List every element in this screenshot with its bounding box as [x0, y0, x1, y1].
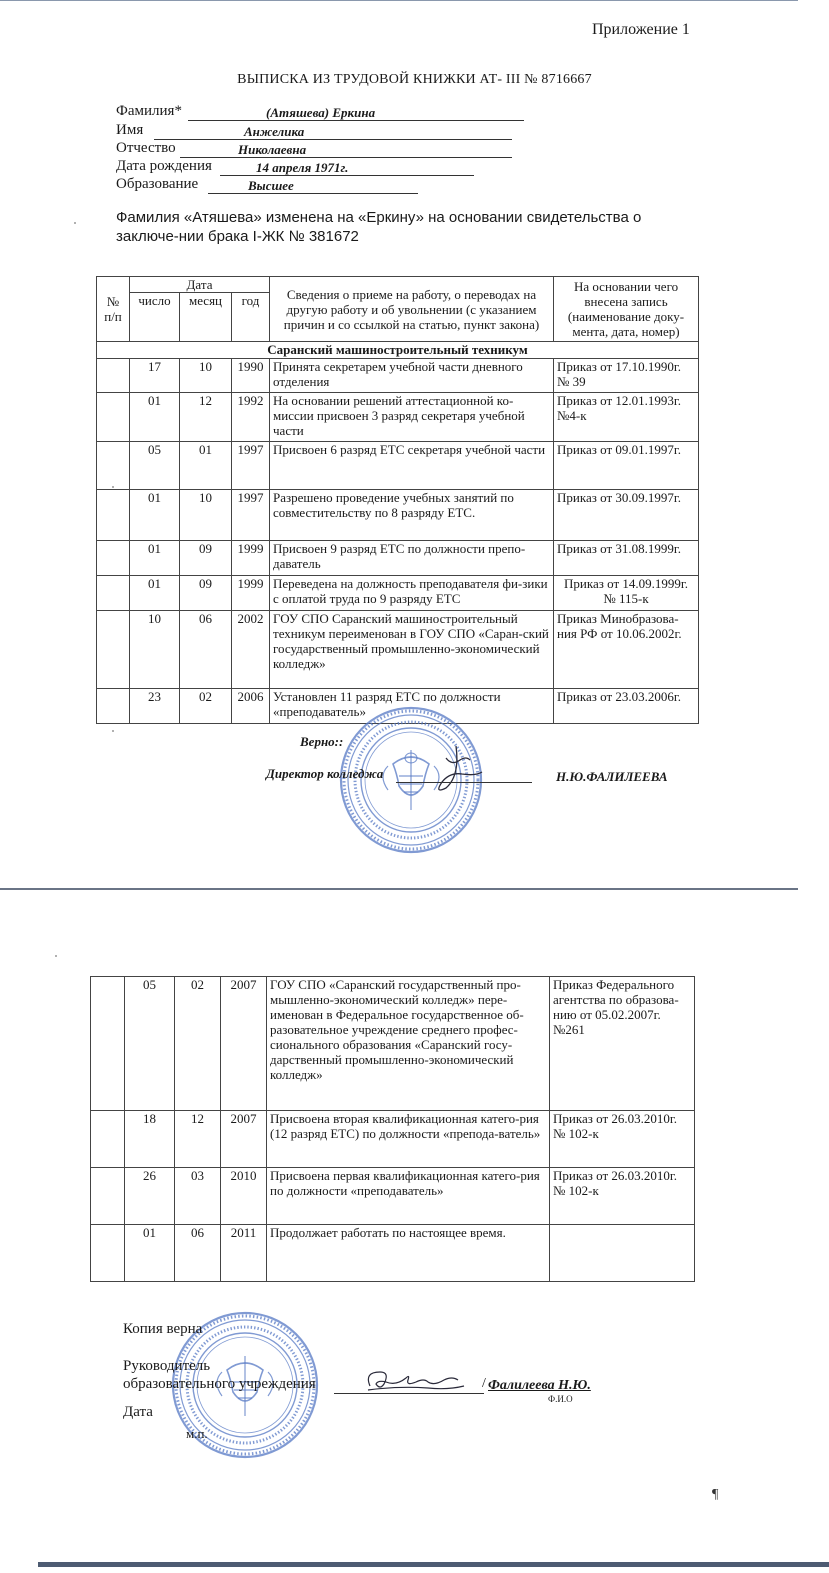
table-row	[97, 393, 699, 442]
row-day: 01	[130, 576, 180, 611]
field-education-label: Образование	[116, 176, 199, 192]
row-year: 1997	[232, 442, 270, 490]
field-name-label: Имя	[116, 122, 144, 138]
table-row	[91, 1225, 695, 1282]
field-name-value: Анжелика	[244, 124, 305, 139]
header-month: месяц	[180, 293, 232, 342]
table-row	[97, 442, 699, 490]
row-year: 2011	[221, 1225, 267, 1282]
row-info: Присвоена первая квалификационная катего-рия по должности «преподаватель»	[267, 1168, 550, 1225]
field-birthdate-value: 14 апреля 1971г.	[256, 160, 349, 175]
field-surname-value: (Атяшева) Еркина	[266, 105, 376, 120]
row-month: 01	[180, 442, 232, 490]
table-row	[97, 541, 699, 576]
field-surname-label: Фамилия*	[116, 103, 182, 119]
row-month: 10	[180, 490, 232, 541]
scan-speck	[74, 222, 76, 224]
header-num: № п/п	[97, 277, 130, 342]
field-patronymic	[116, 140, 516, 160]
date-label: Дата	[123, 1404, 153, 1420]
head-signature	[362, 1364, 472, 1396]
field-education-line	[208, 193, 418, 194]
employment-table-page1	[96, 276, 699, 724]
row-info: Присвоена вторая квалификационная катего-рия (12 разряд ЕТС) по должности «препода-ватель»	[267, 1111, 550, 1168]
row-basis: Приказ от 17.10.1990г. № 39	[554, 359, 699, 393]
field-birthdate	[116, 158, 476, 178]
copy-verified-label: Копия верна	[123, 1321, 203, 1337]
header-basis: На основании чего внесена запись (наименование доку-мента, дата, номер)	[554, 277, 699, 342]
row-basis: Приказ от 14.09.1999г. № 115-к	[554, 576, 699, 611]
verified-label: Верно::	[300, 734, 344, 749]
row-day: 05	[130, 442, 180, 490]
row-info: Переведена на должность преподавателя фи-зики с оплатой труда по 9 разряду ЕТС	[270, 576, 554, 611]
row-basis	[550, 1225, 695, 1282]
pilcrow-mark: ¶	[712, 1487, 719, 1502]
table-row	[91, 1111, 695, 1168]
appendix-label: Приложение 1	[592, 21, 690, 38]
row-month: 09	[180, 541, 232, 576]
row-basis: Приказ от 30.09.1997г.	[554, 490, 699, 541]
row-basis: Приказ от 26.03.2010г. № 102-к	[550, 1168, 695, 1225]
table-row	[91, 1168, 695, 1225]
field-birthdate-label: Дата рождения	[116, 158, 212, 174]
row-info: Присвоен 6 разряд ЕТС секретаря учебной части	[270, 442, 554, 490]
table-row	[97, 576, 699, 611]
row-day: 10	[130, 611, 180, 689]
row-year: 2006	[232, 689, 270, 724]
head-label-line2: образовательного учреждения	[123, 1376, 316, 1392]
row-day: 18	[125, 1111, 175, 1168]
employment-table-page2	[90, 976, 695, 1282]
page-separator	[0, 888, 798, 890]
field-name	[116, 122, 516, 142]
row-month: 12	[180, 393, 232, 442]
row-day: 01	[130, 393, 180, 442]
scan-speck	[55, 955, 57, 957]
head-name-slash: /	[482, 1376, 486, 1391]
header-info: Сведения о приеме на работу, о переводах на другую работу и об увольнении (с указанием причин и со ссылкой на статью, пункт закона)	[270, 277, 554, 342]
row-info: Установлен 11 разряд ЕТС по должности «преподаватель»	[270, 689, 554, 724]
row-day: 01	[130, 541, 180, 576]
row-info: Присвоен 9 разряд ЕТС по должности препо-даватель	[270, 541, 554, 576]
row-info: ГОУ СПО «Саранский государственный про-мышленно-экономический колледж» пере-именован в Федеральное государственное об-разовательное учреждение среднего профес-сионального образования «Саранский госу-дарственный промышленно-экономический колледж»	[267, 977, 550, 1111]
row-basis: Приказ от 23.03.2006г.	[554, 689, 699, 724]
row-basis: Приказ от 26.03.2010г. № 102-к	[550, 1111, 695, 1168]
row-year: 2002	[232, 611, 270, 689]
row-month: 03	[175, 1168, 221, 1225]
director-signature-line	[396, 782, 532, 783]
row-month: 09	[180, 576, 232, 611]
row-day: 17	[130, 359, 180, 393]
row-month: 06	[175, 1225, 221, 1282]
row-day: 01	[130, 490, 180, 541]
row-month: 06	[180, 611, 232, 689]
section-header: Саранский машиностроительный техникум	[97, 342, 699, 359]
row-basis: Приказ Федерального агентства по образова-нию от 05.02.2007г. №261	[550, 977, 695, 1111]
fio-caption: Ф.И.О	[548, 1394, 573, 1404]
row-basis: Приказ от 31.08.1999г.	[554, 541, 699, 576]
row-day: 01	[125, 1225, 175, 1282]
director-name: Н.Ю.ФАЛИЛЕЕВА	[556, 769, 668, 784]
scan-speck	[112, 486, 114, 488]
scan-speck	[112, 730, 114, 732]
row-year: 2007	[221, 977, 267, 1111]
row-month: 10	[180, 359, 232, 393]
row-year: 2010	[221, 1168, 267, 1225]
page-bottom-edge	[38, 1562, 829, 1567]
row-info: Продолжает работать по настоящее время.	[267, 1225, 550, 1282]
head-label-line1: Руководитель	[123, 1358, 211, 1374]
field-patronymic-label: Отчество	[116, 140, 176, 156]
table-row	[97, 490, 699, 541]
head-signature-line	[334, 1393, 484, 1394]
row-info: Разрешено проведение учебных занятий по совместительству по 8 разряду ЕТС.	[270, 490, 554, 541]
row-basis: Приказ Минобразова-ния РФ от 10.06.2002г.	[554, 611, 699, 689]
row-month: 12	[175, 1111, 221, 1168]
row-basis: Приказ от 12.01.1993г. №4-к	[554, 393, 699, 442]
row-year: 1990	[232, 359, 270, 393]
row-info: ГОУ СПО Саранский машиностроительный техникум переименован в ГОУ СПО «Саран-ский государственный промышленно-экономический колледж»	[270, 611, 554, 689]
table-row	[97, 359, 699, 393]
row-info: На основании решений аттестационной ко-миссии присвоен 3 разряд секретаря учебной части	[270, 393, 554, 442]
field-education-value: Высшее	[248, 178, 294, 193]
field-patronymic-value: Николаевна	[238, 142, 307, 157]
document-title: ВЫПИСКА ИЗ ТРУДОВОЙ КНИЖКИ АТ- III № 8716667	[237, 72, 592, 87]
row-year: 1999	[232, 541, 270, 576]
row-month: 02	[180, 689, 232, 724]
row-day: 05	[125, 977, 175, 1111]
table-row	[97, 611, 699, 689]
header-date: Дата	[130, 277, 270, 293]
director-label: Директор колледжа	[266, 766, 384, 781]
row-year: 1999	[232, 576, 270, 611]
head-name: Фалилеева Н.Ю.	[488, 1378, 591, 1393]
header-year: год	[232, 293, 270, 342]
field-surname	[116, 103, 526, 123]
table-row	[91, 977, 695, 1111]
row-year: 1992	[232, 393, 270, 442]
row-info: Принята секретарем учебной части дневного отделения	[270, 359, 554, 393]
row-month: 02	[175, 977, 221, 1111]
row-day: 23	[130, 689, 180, 724]
row-year: 1997	[232, 490, 270, 541]
page-top-edge	[0, 0, 798, 1]
header-day: число	[130, 293, 180, 342]
name-change-note: Фамилия «Атяшева» изменена на «Еркину» на основании свидетельства о заключе-нии брака I-ЖК № 381672	[116, 209, 642, 245]
row-year: 2007	[221, 1111, 267, 1168]
row-day: 26	[125, 1168, 175, 1225]
mp-label: м.п.	[186, 1426, 208, 1441]
field-education	[116, 176, 421, 196]
row-basis: Приказ от 09.01.1997г.	[554, 442, 699, 490]
